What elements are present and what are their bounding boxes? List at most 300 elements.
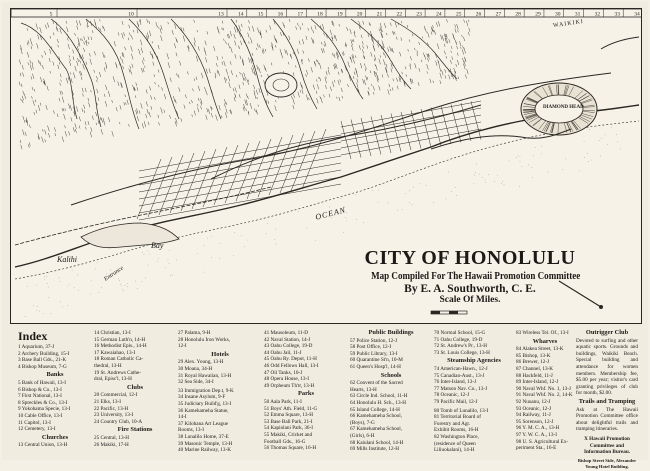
- hatch-stroke: [183, 36, 185, 42]
- street: [431, 108, 441, 146]
- hatch-stroke: [342, 96, 343, 99]
- hatch-stroke: [103, 27, 104, 31]
- ocean-dot: [125, 285, 126, 286]
- hatch-stroke: [27, 42, 28, 45]
- hatch-stroke: [112, 100, 113, 103]
- hatch-stroke: [130, 66, 131, 69]
- index-entry: 13 Central Union, 13-H: [18, 442, 92, 449]
- hatch-stroke: [401, 21, 402, 23]
- ocean-dot: [520, 156, 521, 157]
- hatch-stroke: [359, 45, 360, 50]
- hatch-stroke: [149, 21, 150, 24]
- index-entry: 47 Oil Tanks, 10-J: [264, 370, 348, 377]
- index-entry: 24 Country Club, 10-A: [94, 419, 176, 426]
- hatch-stroke: [250, 103, 252, 109]
- index-entry: 64 Honolulu H. Sch., 13-H: [350, 400, 432, 407]
- hatch-stroke: [224, 61, 226, 66]
- index-entry: 29 Alex. Young, 13-H: [178, 359, 262, 366]
- hatch-stroke: [36, 110, 37, 114]
- ocean-dot: [110, 270, 111, 271]
- ocean-dot: [48, 287, 49, 288]
- hatch-stroke: [300, 26, 301, 30]
- hatch-stroke: [62, 108, 63, 111]
- hatch-stroke: [196, 77, 197, 80]
- hatch-stroke: [231, 47, 233, 53]
- hatch-stroke: [313, 85, 314, 90]
- hatch-stroke: [431, 32, 432, 35]
- hatch-stroke: [174, 43, 175, 48]
- index-entry: 55 Makiki, Cricket and: [264, 432, 348, 439]
- hatch-stroke: [187, 71, 188, 74]
- hatch-stroke: [249, 41, 250, 43]
- ocean-dot: [211, 236, 212, 237]
- hatch-stroke: [32, 74, 34, 79]
- hatch-stroke: [433, 81, 434, 83]
- hatch-stroke: [379, 29, 380, 31]
- hatch-stroke: [401, 37, 402, 40]
- hatch-stroke: [417, 50, 418, 53]
- hatch-stroke: [296, 26, 297, 29]
- hatch-stroke: [192, 100, 193, 103]
- ocean-dot: [497, 175, 498, 176]
- hatch-stroke: [167, 53, 169, 59]
- hatch-stroke: [367, 45, 368, 48]
- hatch-stroke: [57, 114, 58, 117]
- scale-bar: [431, 311, 467, 314]
- ocean-dot: [409, 190, 410, 191]
- hatch-stroke: [105, 62, 106, 67]
- ocean-dot: [307, 228, 308, 229]
- ocean-dot: [63, 307, 64, 308]
- hatch-stroke: [275, 45, 276, 48]
- hatch-stroke: [243, 107, 244, 111]
- hatch-stroke: [341, 88, 342, 92]
- hatch-stroke: [81, 71, 82, 76]
- hatch-stroke: [236, 20, 237, 23]
- hatch-stroke: [371, 84, 372, 86]
- hatch-stroke: [89, 53, 90, 56]
- grid-numbers: [50, 9, 642, 18]
- hatch-stroke: [197, 104, 198, 106]
- hatch-stroke: [99, 27, 100, 30]
- hatch-stroke: [37, 43, 39, 48]
- hatch-stroke: [82, 108, 83, 111]
- index-entry: 45 Oahu Ry. Depot, 11-H: [264, 356, 348, 363]
- hatch-stroke: [464, 47, 466, 53]
- hatch-stroke: [181, 118, 182, 121]
- hatch-stroke: [376, 65, 378, 70]
- hatch-stroke: [427, 58, 428, 62]
- hatch-stroke: [438, 21, 440, 26]
- ocean-dot: [165, 267, 166, 268]
- hatch-stroke: [131, 36, 132, 40]
- hatch-stroke: [257, 43, 258, 47]
- hatch-stroke: [253, 85, 254, 89]
- hatch-stroke: [391, 63, 393, 69]
- hatch-stroke: [229, 82, 231, 88]
- ocean-dot: [169, 250, 170, 251]
- hatch-stroke: [30, 38, 31, 42]
- ocean-dot: [541, 153, 542, 154]
- hatch-stroke: [88, 98, 89, 101]
- hatch-stroke: [158, 26, 159, 28]
- hatch-stroke: [82, 88, 83, 92]
- ocean-dot: [142, 252, 143, 253]
- hatch-stroke: [449, 39, 450, 43]
- hatch-stroke: [379, 86, 380, 91]
- hatch-stroke: [323, 48, 324, 52]
- hatch-stroke: [373, 40, 374, 45]
- hatch-stroke: [42, 65, 43, 69]
- ocean-dot: [532, 167, 533, 168]
- hatch-stroke: [400, 52, 401, 56]
- ocean-dot: [599, 140, 600, 141]
- index-entry: 73 St. Louis College, 13-H: [434, 350, 514, 357]
- index-entry: 40 Marine Railway, 13-K: [178, 447, 262, 454]
- map-author: By E. A. Southworth, C. E.: [355, 283, 585, 295]
- hatch-stroke: [308, 28, 309, 31]
- hatch-stroke: [440, 35, 442, 40]
- ocean-dot: [579, 171, 580, 172]
- ocean-dot: [565, 159, 566, 160]
- hatch-stroke: [90, 132, 92, 137]
- ocean-dot: [157, 261, 158, 262]
- hatch-stroke: [421, 60, 422, 63]
- hatch-stroke: [73, 72, 75, 78]
- hatch-stroke: [263, 48, 264, 52]
- hatch-stroke: [198, 98, 199, 101]
- hatch-stroke: [76, 20, 78, 25]
- hatch-stroke: [434, 30, 435, 34]
- hatch-stroke: [302, 39, 304, 44]
- hatch-stroke: [146, 101, 147, 106]
- hatch-stroke: [139, 110, 140, 113]
- hatch-stroke: [124, 102, 125, 105]
- hatch-stroke: [118, 32, 119, 35]
- index-col-7: [516, 330, 574, 452]
- hatch-stroke: [246, 94, 247, 98]
- hatch-stroke: [293, 94, 294, 98]
- hatch-stroke: [128, 38, 129, 41]
- hatch-stroke: [84, 105, 85, 109]
- trails-text: Ask at The Hawaii Promotion Committee office about delightful trails and tramping itineraries.: [576, 407, 638, 433]
- hatch-stroke: [194, 38, 195, 43]
- grid-number: 19: [337, 12, 343, 18]
- hatch-stroke: [427, 32, 429, 38]
- hatch-stroke: [98, 120, 99, 123]
- hatch-stroke: [380, 55, 381, 57]
- hatch-stroke: [383, 59, 385, 65]
- hatch-stroke: [453, 34, 455, 40]
- hatch-stroke: [179, 61, 180, 66]
- hatch-stroke: [266, 30, 267, 33]
- hatch-stroke: [127, 100, 128, 105]
- ocean-dot: [59, 277, 60, 278]
- hatch-stroke: [217, 26, 219, 32]
- hatch-stroke: [141, 47, 143, 53]
- hatch-stroke: [334, 80, 335, 82]
- index-entry: 67 Kamehameha School,: [350, 426, 432, 433]
- hatch-stroke: [179, 87, 180, 91]
- hatch-stroke: [256, 48, 257, 50]
- hatch-stroke: [316, 79, 317, 81]
- ocean-dot: [409, 202, 410, 203]
- hatch-stroke: [445, 75, 446, 78]
- hatch-stroke: [412, 34, 413, 37]
- hatch-stroke: [201, 73, 203, 78]
- hatch-stroke: [82, 54, 83, 59]
- grid-number: 14: [238, 12, 244, 18]
- index-entry: 70 Normal School, 15-G: [434, 330, 514, 337]
- hatch-stroke: [468, 32, 469, 36]
- hatch-stroke: [319, 63, 321, 69]
- hatch-stroke: [154, 74, 155, 76]
- ocean-dot: [494, 181, 495, 182]
- hatch-stroke: [424, 26, 425, 30]
- ocean-dot: [378, 190, 379, 191]
- hatch-stroke: [254, 109, 255, 112]
- index-entry: 54 Kapiolani Park, 36-I: [264, 425, 348, 432]
- hatch-stroke: [28, 62, 29, 65]
- index-entry: 11 Capitol, 13-I: [18, 420, 92, 427]
- street: [421, 109, 431, 147]
- hatch-stroke: [170, 115, 171, 119]
- hatch-stroke: [196, 56, 198, 62]
- hatch-stroke: [384, 23, 385, 28]
- ocean-dot: [482, 177, 483, 178]
- hatch-stroke: [40, 77, 42, 82]
- hatch-stroke: [136, 108, 137, 113]
- grid-number: 22: [397, 12, 403, 18]
- ocean-dot: [119, 280, 120, 281]
- hatch-stroke: [28, 40, 29, 44]
- ocean-dot: [233, 255, 234, 256]
- hatch-stroke: [392, 87, 393, 90]
- hatch-stroke: [357, 83, 358, 88]
- hatch-stroke: [252, 26, 254, 32]
- hatch-stroke: [364, 64, 365, 67]
- index-entry: 7 First National, 13-I: [18, 393, 92, 400]
- hatch-stroke: [194, 78, 195, 80]
- ocean-dot: [77, 275, 78, 276]
- hatch-stroke: [271, 63, 272, 66]
- hatch-stroke: [283, 22, 284, 26]
- hatch-stroke: [112, 131, 114, 136]
- hatch-stroke: [129, 33, 130, 36]
- ocean-dot: [405, 193, 406, 194]
- hatch-stroke: [332, 82, 334, 87]
- hatch-stroke: [168, 22, 169, 24]
- hatch-stroke: [439, 66, 441, 72]
- hatch-stroke: [45, 25, 46, 29]
- hatch-stroke: [36, 23, 38, 29]
- hatch-stroke: [137, 30, 138, 34]
- ocean-dot: [448, 172, 449, 173]
- hatch-stroke: [415, 63, 417, 68]
- ocean-dot: [600, 156, 601, 157]
- ocean-dot: [584, 157, 585, 158]
- hatch-stroke: [205, 50, 207, 55]
- ocean-dot: [170, 275, 171, 276]
- hatch-stroke: [236, 75, 237, 77]
- hatch-stroke: [253, 65, 254, 70]
- hatch-stroke: [147, 109, 148, 114]
- hatch-stroke: [329, 94, 330, 97]
- hotels-heading: Hotels: [178, 352, 262, 359]
- hatch-stroke: [198, 46, 199, 50]
- index-entry: 31 Royal Hawaiian, 13-H: [178, 373, 262, 380]
- hatch-stroke: [140, 40, 142, 46]
- hatch-stroke: [469, 28, 470, 32]
- hatch-stroke: [32, 87, 33, 90]
- hatch-stroke: [79, 126, 80, 129]
- hatch-stroke: [222, 62, 223, 65]
- label-waikiki: WAIKIKI: [553, 19, 585, 29]
- map-title: CITY OF HONOLULU: [355, 247, 585, 270]
- ocean-dot: [207, 238, 208, 239]
- map-sheet: [2, 2, 648, 460]
- ocean-dot: [122, 289, 123, 290]
- hatch-stroke: [137, 21, 139, 26]
- hatch-stroke: [248, 20, 249, 23]
- hatch-stroke: [452, 56, 453, 59]
- hatch-stroke: [91, 127, 92, 131]
- map-frame[interactable]: [10, 8, 642, 324]
- hatch-stroke: [62, 136, 64, 141]
- hatch-stroke: [80, 60, 81, 63]
- hatch-stroke: [70, 72, 71, 74]
- index-entry: 33 Immigration Dep.t, 9-K: [178, 388, 262, 395]
- hatch-stroke: [388, 47, 389, 51]
- hatch-stroke: [361, 35, 362, 38]
- hatch-stroke: [248, 33, 250, 38]
- index-entry: 57 Police Station, 12-J: [350, 338, 432, 345]
- hatch-stroke: [319, 77, 320, 79]
- hatch-stroke: [161, 107, 163, 113]
- hatch-stroke: [142, 123, 143, 128]
- hatch-stroke: [390, 23, 391, 26]
- hatch-stroke: [162, 87, 163, 90]
- hatch-stroke: [131, 54, 133, 60]
- hatch-stroke: [88, 42, 89, 44]
- hatch-stroke: [219, 105, 220, 110]
- hatch-stroke: [38, 105, 40, 111]
- hatch-stroke: [116, 107, 117, 111]
- ocean-dot: [118, 279, 119, 280]
- hatch-stroke: [251, 59, 252, 64]
- ocean-dot: [211, 257, 212, 258]
- ocean-dot: [345, 217, 346, 218]
- index-entry: 65 Island College, 14-H: [350, 407, 432, 414]
- hatch-stroke: [194, 20, 195, 23]
- hatch-stroke: [302, 59, 303, 61]
- index-entry: 93 Oceanic, 12-J: [516, 406, 574, 413]
- hatch-stroke: [324, 33, 325, 36]
- street: [291, 131, 315, 191]
- street: [411, 111, 421, 149]
- hatch-stroke: [33, 100, 35, 106]
- hatch-stroke: [27, 52, 29, 57]
- hatch-stroke: [454, 68, 456, 74]
- hatch-stroke: [183, 28, 184, 32]
- hatch-stroke: [97, 89, 98, 93]
- hatch-stroke: [67, 38, 68, 40]
- index-entry: 16 Methodist Epis., 14-H: [94, 343, 176, 350]
- hatch-stroke: [46, 105, 47, 110]
- index-entry: Hearts, 13-H: [350, 387, 432, 394]
- street: [341, 129, 481, 155]
- grid-number: 5: [50, 12, 53, 18]
- index-entry: 14 Christian, 13-I: [94, 330, 176, 337]
- hatch-stroke: [53, 110, 54, 113]
- hatch-stroke: [212, 107, 213, 109]
- ocean-dot: [587, 153, 588, 154]
- churches-heading: Churches: [18, 435, 92, 442]
- hatch-stroke: [321, 42, 322, 45]
- hatch-stroke: [242, 73, 244, 79]
- hatch-stroke: [297, 23, 298, 26]
- hatch-stroke: [388, 89, 390, 94]
- hatch-stroke: [353, 39, 354, 42]
- hatch-stroke: [325, 85, 326, 89]
- hatch-stroke: [440, 73, 442, 79]
- hatch-stroke: [373, 86, 374, 90]
- index-entry: 41 Mausoleum, 11-D: [264, 330, 348, 337]
- hatch-stroke: [338, 72, 339, 75]
- hatch-stroke: [445, 69, 446, 73]
- hatch-stroke: [53, 33, 54, 36]
- hatch-stroke: [175, 100, 176, 104]
- index-entry: 51 Boys' Ath. Field, 11-G: [264, 406, 348, 413]
- ocean-dot: [123, 291, 124, 292]
- grid-number: 15: [258, 12, 264, 18]
- hatch-stroke: [306, 74, 307, 77]
- hatch-stroke: [129, 25, 130, 28]
- hatch-stroke: [228, 43, 230, 48]
- hatch-stroke: [75, 123, 77, 128]
- hatch-stroke: [225, 112, 227, 118]
- hatch-stroke: [353, 59, 354, 63]
- hatch-stroke: [149, 86, 150, 90]
- index-entry: 6 Bishop & Co., 13-I: [18, 387, 92, 394]
- ocean-dot: [74, 287, 75, 288]
- hatch-stroke: [444, 44, 445, 47]
- hatch-stroke: [274, 35, 276, 40]
- hatch-stroke: [156, 22, 157, 26]
- ocean-dot: [520, 161, 521, 162]
- index-entry: 82 Washington Place,: [434, 434, 514, 441]
- ocean-dot: [502, 181, 503, 182]
- hatch-stroke: [395, 22, 397, 27]
- ocean-dot: [204, 245, 205, 246]
- grid-number: 29: [535, 12, 541, 18]
- hatch-stroke: [28, 144, 29, 147]
- hatch-stroke: [455, 29, 456, 33]
- index-entry: 75 Canadian-Aust., 13-J: [434, 373, 514, 380]
- index-entry: Football Gds., 16-G: [264, 439, 348, 446]
- hatch-stroke: [234, 27, 236, 33]
- hatch-stroke: [38, 35, 39, 40]
- grid-number: 16: [278, 12, 284, 18]
- hatch-stroke: [178, 75, 179, 78]
- hatch-stroke: [61, 79, 62, 81]
- ocean-dot: [446, 199, 447, 200]
- hatch-stroke: [456, 64, 457, 67]
- hatch-stroke: [352, 55, 353, 59]
- hatch-stroke: [89, 102, 90, 107]
- hatch-stroke: [122, 21, 123, 25]
- hatch-stroke: [68, 44, 70, 49]
